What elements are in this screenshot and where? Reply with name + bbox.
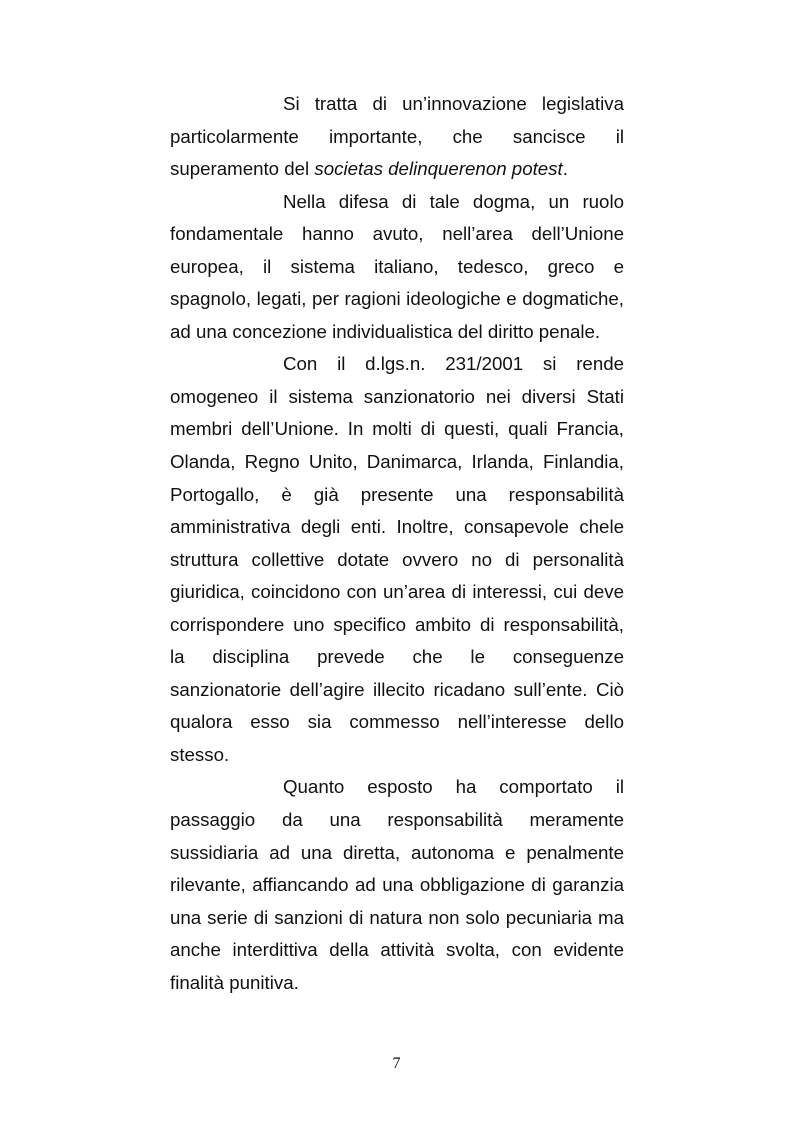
paragraph-4: Quanto esposto ha comportato il passaggio da una responsabilità meramente sussidiaria ad una diretta, autonoma e penalmente rilevante, affiancando ad una obbligazione di garanzia una serie di sanzioni di natura non solo pecuniaria ma anche interdittiva della attività svolta, con evidente finalità punitiva. <box>170 776 624 993</box>
paragraph-1 <box>170 88 624 186</box>
latin-phrase: societas delinquerenon potest <box>314 158 563 180</box>
paragraph-1-end: . <box>562 158 568 180</box>
paragraph-1-text: Si tratta di un’innovazione legislativa particolarmente importante, che sancisce il superamento del <box>170 93 624 180</box>
body-text <box>170 88 624 999</box>
paragraph-3: Con il d.lgs.n. 231/2001 si rende omogeneo il sistema sanzionatorio nei diversi Stati membri dell’Unione. In molti di questi, quali Francia, Olanda, Regno Unito, Danimarca, Irlanda, Finlandia, Portogallo, è già presente una responsabilità amministrativa degli enti. Inoltre, consapevole chele struttura collettive dotate ovvero no di personalità giuridica, coincidono con un’area di interessi, cui deve corrispondere uno specifico ambito di responsabilità, la disciplina prevede che le conseguenze sanzionatorie dell’agire illecito ricadano sull’ente. Ciò qualora esso sia commesso nell’interesse dello stesso. <box>170 353 624 765</box>
page-number: 7 <box>392 1055 401 1072</box>
paragraph-2: Nella difesa di tale dogma, un ruolo fondamentale hanno avuto, nell’area dell’Unione europea, il sistema italiano, tedesco, greco e spagnolo, legati, per ragioni ideologiche e dogmatiche, ad una concezione individualistica del diritto penale. <box>170 190 624 342</box>
